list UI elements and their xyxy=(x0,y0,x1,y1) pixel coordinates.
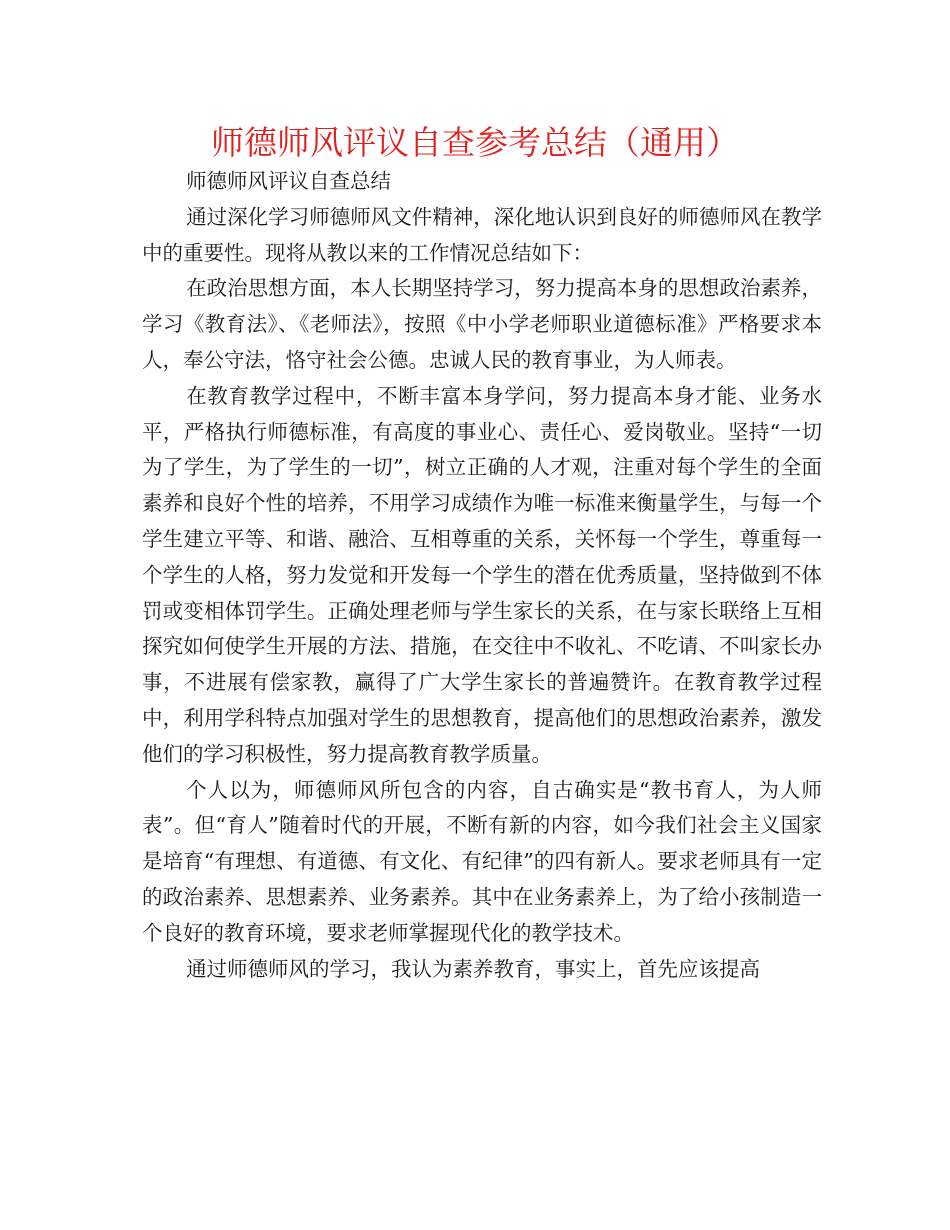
document-body xyxy=(142,164,822,987)
paragraph-5: 通过师德师风的学习，我认为素养教育，事实上，首先应该提高 xyxy=(186,956,761,981)
document-subtitle: 师德师风评议自查总结 xyxy=(186,169,392,193)
paragraph-1: 通过深化学习师德师风文件精神，深化地认识到良好的师德师风在教学中的重要性。现将从教以来的工作情况总结如下： xyxy=(142,204,822,265)
paragraph-4: 个人以为，师德师风所包含的内容，自古确实是“教书育人，为人师表”。但“育人”随着时代的开展，不断有新的内容，如今我们社会主义国家是培育“有理想、有道德、有文化、有纪律”的四有新人。要求老师具有一定的政治素养、思想素养、业务素养。其中在业务素养上，为了给小孩制造一个良好的教育环境，要求老师掌握现代化的教学技术。 xyxy=(142,777,822,945)
document-title: 师德师风评议自查参考总结（通用） xyxy=(211,123,739,162)
paragraph-3: 在教育教学过程中，不断丰富本身学问，努力提高本身才能、业务水平，严格执行师德标准，有高度的事业心、责任心、爱岗敬业。坚持“一切为了学生，为了学生的一切”，树立正确的人才观，注重对每个学生的全面素养和良好个性的培养，不用学习成绩作为唯一标准来衡量学生，与每一个学生建立平等、和谐、融洽、互相尊重的关系，关怀每一个学生，尊重每一个学生的人格，努力发觉和开发每一个学生的潜在优秀质量，坚持做到不体罚或变相体罚学生。正确处理老师与学生家长的关系，在与家长联络上互相探究如何使学生开展的方法、措施，在交往中不收礼、不吃请、不叫家长办事，不进展有偿家教，赢得了广大学生家长的普遍赞许。在教育教学过程中，利用学科特点加强对学生的思想教育，提高他们的思想政治素养，激发他们的学习积极性，努力提高教育教学质量。 xyxy=(142,383,822,766)
paragraph-2: 在政治思想方面，本人长期坚持学习，努力提高本身的思想政治素养，学习《教育法》、《老师法》，按照《中小学老师职业道德标准》严格要求本人，奉公守法，恪守社会公德。忠诚人民的教育事业，为人师表。 xyxy=(142,276,822,372)
